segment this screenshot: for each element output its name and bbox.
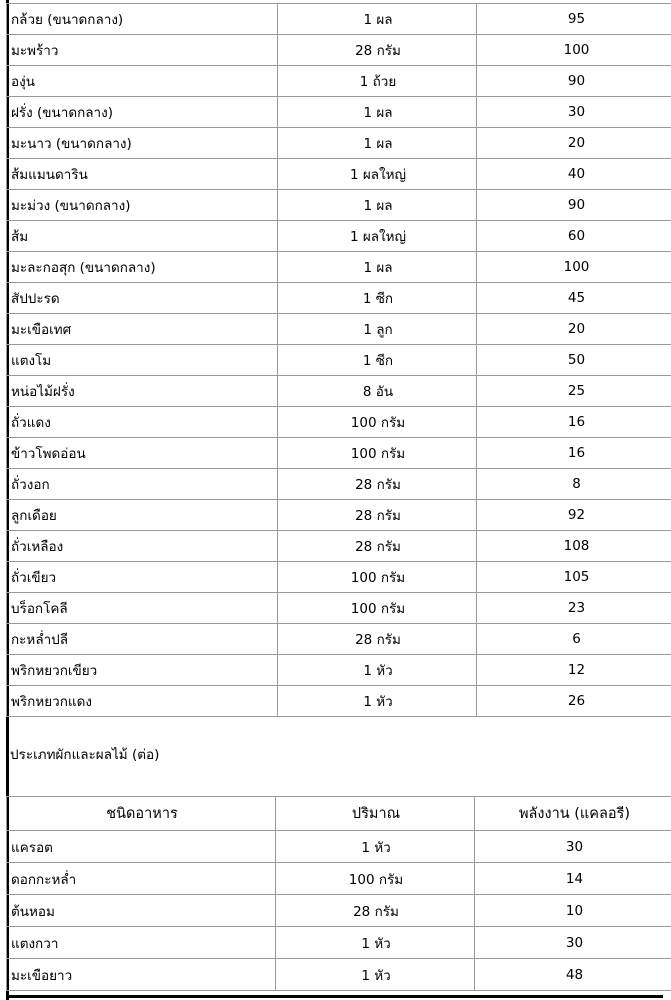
table-row bbox=[7, 376, 671, 407]
table-row bbox=[7, 345, 671, 376]
table-row bbox=[7, 959, 671, 991]
food-cell: บร็อกโคลี bbox=[7, 593, 278, 624]
table-row bbox=[7, 4, 671, 35]
table-row bbox=[7, 159, 671, 190]
calorie-table-continued bbox=[6, 3, 671, 717]
food-cell: แตงโม bbox=[7, 345, 278, 376]
energy-cell: 30 bbox=[475, 831, 671, 863]
energy-cell: 60 bbox=[477, 221, 671, 252]
amount-cell: 100 กรัม bbox=[278, 593, 477, 624]
energy-cell: 90 bbox=[477, 190, 671, 221]
amount-cell: 28 กรัม bbox=[278, 500, 477, 531]
energy-cell: 16 bbox=[477, 407, 671, 438]
energy-cell: 14 bbox=[475, 863, 671, 895]
food-cell: มะละกอสุก (ขนาดกลาง) bbox=[7, 252, 278, 283]
energy-cell: 100 bbox=[477, 252, 671, 283]
food-cell: มะม่วง (ขนาดกลาง) bbox=[7, 190, 278, 221]
table-row bbox=[7, 531, 671, 562]
amount-cell: 100 กรัม bbox=[278, 407, 477, 438]
table-row bbox=[7, 66, 671, 97]
amount-cell: 8 อัน bbox=[278, 376, 477, 407]
food-cell: ต้นหอม bbox=[7, 895, 276, 927]
amount-cell: 1 ลูก bbox=[278, 314, 477, 345]
table-row bbox=[7, 895, 671, 927]
table-row bbox=[7, 686, 671, 717]
energy-cell: 6 bbox=[477, 624, 671, 655]
table-row bbox=[7, 500, 671, 531]
food-cell: กล้วย (ขนาดกลาง) bbox=[7, 4, 278, 35]
energy-cell: 100 bbox=[477, 35, 671, 66]
food-cell: มะเขือเทศ bbox=[7, 314, 278, 345]
amount-cell: 1 หัว bbox=[276, 959, 475, 991]
table-row bbox=[7, 438, 671, 469]
energy-cell: 26 bbox=[477, 686, 671, 717]
food-cell: ถั่วแดง bbox=[7, 407, 278, 438]
amount-cell: 1 หัว bbox=[278, 655, 477, 686]
table-row bbox=[7, 190, 671, 221]
header-row bbox=[7, 797, 671, 831]
energy-cell: 92 bbox=[477, 500, 671, 531]
table-row bbox=[7, 252, 671, 283]
table-row bbox=[7, 221, 671, 252]
table-row bbox=[7, 831, 671, 863]
table-row bbox=[7, 655, 671, 686]
table-row bbox=[7, 314, 671, 345]
table-row bbox=[7, 407, 671, 438]
header-energy: พลังงาน (แคลอรี) bbox=[475, 797, 671, 831]
calorie-table bbox=[6, 796, 671, 991]
food-cell: ถั่วงอก bbox=[7, 469, 278, 500]
energy-cell: 10 bbox=[475, 895, 671, 927]
energy-cell: 30 bbox=[477, 97, 671, 128]
food-cell: แครอต bbox=[7, 831, 276, 863]
table-row bbox=[7, 927, 671, 959]
section-label: ประเภทผักและผลไม้ (ต่อ) bbox=[10, 747, 160, 763]
food-cell: มะนาว (ขนาดกลาง) bbox=[7, 128, 278, 159]
food-cell: ส้ม bbox=[7, 221, 278, 252]
food-cell: ฝรั่ง (ขนาดกลาง) bbox=[7, 97, 278, 128]
table-body bbox=[7, 831, 671, 991]
food-cell: ถั่วเหลือง bbox=[7, 531, 278, 562]
energy-cell: 8 bbox=[477, 469, 671, 500]
amount-cell: 100 กรัม bbox=[276, 863, 475, 895]
table-row bbox=[7, 593, 671, 624]
energy-cell: 20 bbox=[477, 128, 671, 159]
table-body bbox=[7, 4, 671, 717]
energy-cell: 95 bbox=[477, 4, 671, 35]
energy-cell: 30 bbox=[475, 927, 671, 959]
amount-cell: 28 กรัม bbox=[276, 895, 475, 927]
table-row bbox=[7, 624, 671, 655]
energy-cell: 45 bbox=[477, 283, 671, 314]
amount-cell: 28 กรัม bbox=[278, 469, 477, 500]
food-cell: ดอกกะหล่ำ bbox=[7, 863, 276, 895]
table-row bbox=[7, 863, 671, 895]
energy-cell: 50 bbox=[477, 345, 671, 376]
table-row bbox=[7, 128, 671, 159]
energy-cell: 12 bbox=[477, 655, 671, 686]
header-food: ชนิดอาหาร bbox=[7, 797, 276, 831]
food-cell: ถั่วเขียว bbox=[7, 562, 278, 593]
amount-cell: 1 หัว bbox=[276, 831, 475, 863]
energy-cell: 48 bbox=[475, 959, 671, 991]
amount-cell: 1 ถ้วย bbox=[278, 66, 477, 97]
amount-cell: 1 ผล bbox=[278, 4, 477, 35]
food-cell: ส้มแมนดาริน bbox=[7, 159, 278, 190]
amount-cell: 28 กรัม bbox=[278, 531, 477, 562]
header-amount: ปริมาณ bbox=[276, 797, 475, 831]
amount-cell: 100 กรัม bbox=[278, 438, 477, 469]
table-row bbox=[7, 97, 671, 128]
energy-cell: 23 bbox=[477, 593, 671, 624]
amount-cell: 1 ผล bbox=[278, 128, 477, 159]
table-row bbox=[7, 283, 671, 314]
amount-cell: 1 หัว bbox=[276, 927, 475, 959]
table-row bbox=[7, 562, 671, 593]
food-cell: กะหล่ำปลี bbox=[7, 624, 278, 655]
amount-cell: 1 หัว bbox=[278, 686, 477, 717]
energy-cell: 40 bbox=[477, 159, 671, 190]
energy-cell: 105 bbox=[477, 562, 671, 593]
food-cell: ลูกเดือย bbox=[7, 500, 278, 531]
food-cell: องุ่น bbox=[7, 66, 278, 97]
amount-cell: 28 กรัม bbox=[278, 35, 477, 66]
table-row bbox=[7, 469, 671, 500]
bottom-rule bbox=[6, 995, 663, 998]
energy-cell: 108 bbox=[477, 531, 671, 562]
amount-cell: 1 ผลใหญ่ bbox=[278, 221, 477, 252]
food-cell: มะเขือยาว bbox=[7, 959, 276, 991]
food-cell: พริกหยวกแดง bbox=[7, 686, 278, 717]
food-cell: พริกหยวกเขียว bbox=[7, 655, 278, 686]
energy-cell: 25 bbox=[477, 376, 671, 407]
food-cell: แตงกวา bbox=[7, 927, 276, 959]
food-cell: หน่อไม้ฝรั่ง bbox=[7, 376, 278, 407]
amount-cell: 100 กรัม bbox=[278, 562, 477, 593]
amount-cell: 1 ซีก bbox=[278, 283, 477, 314]
amount-cell: 1 ผล bbox=[278, 190, 477, 221]
energy-cell: 16 bbox=[477, 438, 671, 469]
amount-cell: 28 กรัม bbox=[278, 624, 477, 655]
amount-cell: 1 ผล bbox=[278, 97, 477, 128]
food-cell: สัปปะรด bbox=[7, 283, 278, 314]
energy-cell: 20 bbox=[477, 314, 671, 345]
energy-cell: 90 bbox=[477, 66, 671, 97]
food-cell: ข้าวโพดอ่อน bbox=[7, 438, 278, 469]
amount-cell: 1 ซีก bbox=[278, 345, 477, 376]
table-row bbox=[7, 35, 671, 66]
amount-cell: 1 ผลใหญ่ bbox=[278, 159, 477, 190]
food-cell: มะพร้าว bbox=[7, 35, 278, 66]
table-header bbox=[7, 797, 671, 831]
amount-cell: 1 ผล bbox=[278, 252, 477, 283]
